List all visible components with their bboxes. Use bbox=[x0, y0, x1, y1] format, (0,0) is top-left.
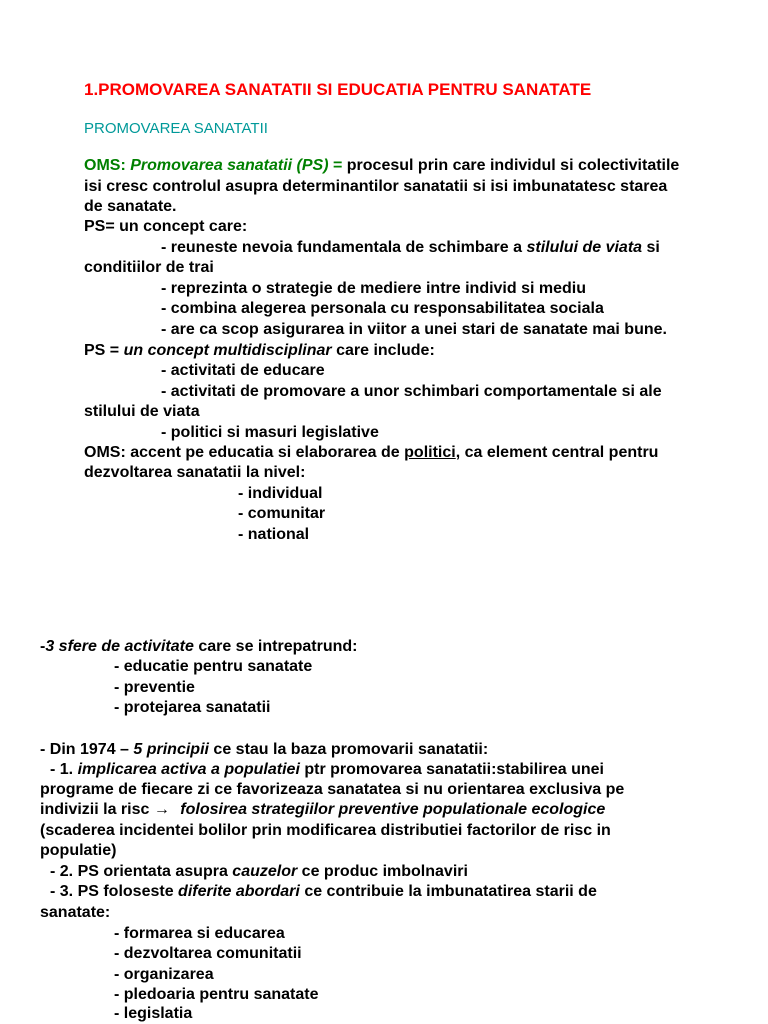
multi-item-3: - politici si masuri legislative bbox=[161, 424, 379, 441]
principle-1-strategy-italic: folosirea strategiilor preventive populationale ecologice bbox=[180, 801, 606, 818]
level-national: - national bbox=[238, 526, 310, 543]
ps-concept-heading: PS= un concept care: bbox=[84, 218, 248, 235]
politici-underlined: politici bbox=[404, 444, 456, 461]
approach-item-1: - formarea si educarea bbox=[114, 925, 285, 942]
concept-item-2: - reprezinta o strategie de mediere intre individ si mediu bbox=[161, 280, 586, 297]
principle-3-text: - 3. PS foloseste bbox=[50, 883, 174, 900]
principles-prefix: - Din 1974 – bbox=[40, 741, 129, 758]
concept-item-1-text: - reuneste nevoia fundamentala de schimbare a bbox=[161, 239, 523, 256]
principle-1-line-4: (scaderea incidentei bolilor prin modificarea distributiei factorilor de risc in bbox=[40, 822, 611, 839]
concept-item-1-line-2: conditiilor de trai bbox=[84, 259, 214, 276]
definition-line-2: isi cresc controlul asupra determinantilor sanatatii si isi imbunatatesc starea bbox=[84, 178, 668, 195]
principles-heading bbox=[40, 740, 488, 760]
principle-1-risk: indivizii la risc → bbox=[40, 801, 170, 818]
principle-1-line-2: programe de fiecare zi ce favorizeaza sanatatea si nu orientarea exclusiva pe bbox=[40, 781, 625, 798]
principle-1-line-3 bbox=[40, 800, 605, 820]
sphere-item-3: - protejarea sanatatii bbox=[114, 699, 271, 716]
principle-2 bbox=[40, 862, 468, 882]
principle-1-text: ptr promovarea sanatatii:stabilirea unei bbox=[304, 761, 604, 778]
principle-3-line-2: sanatate: bbox=[40, 904, 111, 921]
spheres-suffix: care se intrepatrund: bbox=[198, 638, 358, 655]
approach-item-4: - pledoaria pentru sanatate bbox=[114, 986, 319, 1003]
oms-accent-end: , ca element central pentru bbox=[455, 444, 659, 461]
definition-text: procesul prin care individul si colectivitatile bbox=[346, 157, 680, 174]
spheres-italic: 3 sfere de activitate bbox=[45, 638, 194, 655]
spheres-heading bbox=[40, 637, 357, 657]
principles-suffix: ce stau la baza promovarii sanatatii: bbox=[213, 741, 489, 758]
document-title: 1.PROMOVAREA SANATATII SI EDUCATIA PENTRU SANATATE bbox=[84, 80, 592, 99]
concept-item-1 bbox=[161, 238, 660, 258]
multi-suffix: care include: bbox=[336, 342, 435, 359]
concept-item-1-end: si bbox=[646, 239, 660, 256]
oms-label: OMS: bbox=[84, 157, 126, 174]
principle-3-end: ce contribuie la imbunatatirea starii de bbox=[304, 883, 597, 900]
equals-sign: = bbox=[332, 157, 343, 174]
principle-1-italic: implicarea activa a populatiei bbox=[77, 761, 300, 778]
approach-item-3: - organizarea bbox=[114, 966, 214, 983]
approach-item-2: - dezvoltarea comunitatii bbox=[114, 945, 302, 962]
principle-2-italic: cauzelor bbox=[232, 863, 298, 880]
principle-3 bbox=[40, 882, 597, 902]
section-subtitle: PROMOVAREA SANATATII bbox=[84, 120, 268, 137]
multi-item-1: - activitati de educare bbox=[161, 362, 325, 379]
level-individual: - individual bbox=[238, 485, 323, 502]
approach-item-5: - legislatia bbox=[114, 1005, 193, 1022]
principle-2-end: ce produc imbolnaviri bbox=[301, 863, 468, 880]
principle-1 bbox=[40, 760, 604, 780]
concept-item-4: - are ca scop asigurarea in viitor a unei stari de sanatate mai bune. bbox=[161, 321, 667, 338]
sphere-item-2: - preventie bbox=[114, 679, 195, 696]
spheres-dash: - bbox=[40, 638, 46, 655]
principles-italic: 5 principii bbox=[133, 741, 209, 758]
level-comunitar: - comunitar bbox=[238, 505, 326, 522]
principle-1-line-5: populatie) bbox=[40, 842, 117, 859]
multi-prefix: PS = bbox=[84, 342, 120, 359]
oms-accent-text: OMS: accent pe educatia si elaborarea de bbox=[84, 444, 400, 461]
concept-item-1-italic: stilului de viata bbox=[526, 239, 643, 256]
concept-item-3: - combina alegerea personala cu responsabilitatea sociala bbox=[161, 300, 604, 317]
ps-term: Promovarea sanatatii (PS) bbox=[130, 157, 329, 174]
principle-1-number: - 1. bbox=[50, 761, 74, 778]
definition-line-3: de sanatate. bbox=[84, 198, 177, 215]
definition-line-1 bbox=[84, 156, 679, 176]
oms-accent-line-2: dezvoltarea sanatatii la nivel: bbox=[84, 464, 306, 481]
multi-item-2-line-2: stilului de viata bbox=[84, 403, 200, 420]
multi-item-2: - activitati de promovare a unor schimbari comportamentale si ale bbox=[161, 383, 662, 400]
principle-3-italic: diferite abordari bbox=[178, 883, 300, 900]
principle-2-text: - 2. PS orientata asupra bbox=[50, 863, 228, 880]
sphere-item-1: - educatie pentru sanatate bbox=[114, 658, 313, 675]
multi-italic: un concept multidisciplinar bbox=[123, 342, 332, 359]
multidisciplinary-line bbox=[84, 341, 435, 361]
oms-accent-line bbox=[84, 443, 658, 463]
